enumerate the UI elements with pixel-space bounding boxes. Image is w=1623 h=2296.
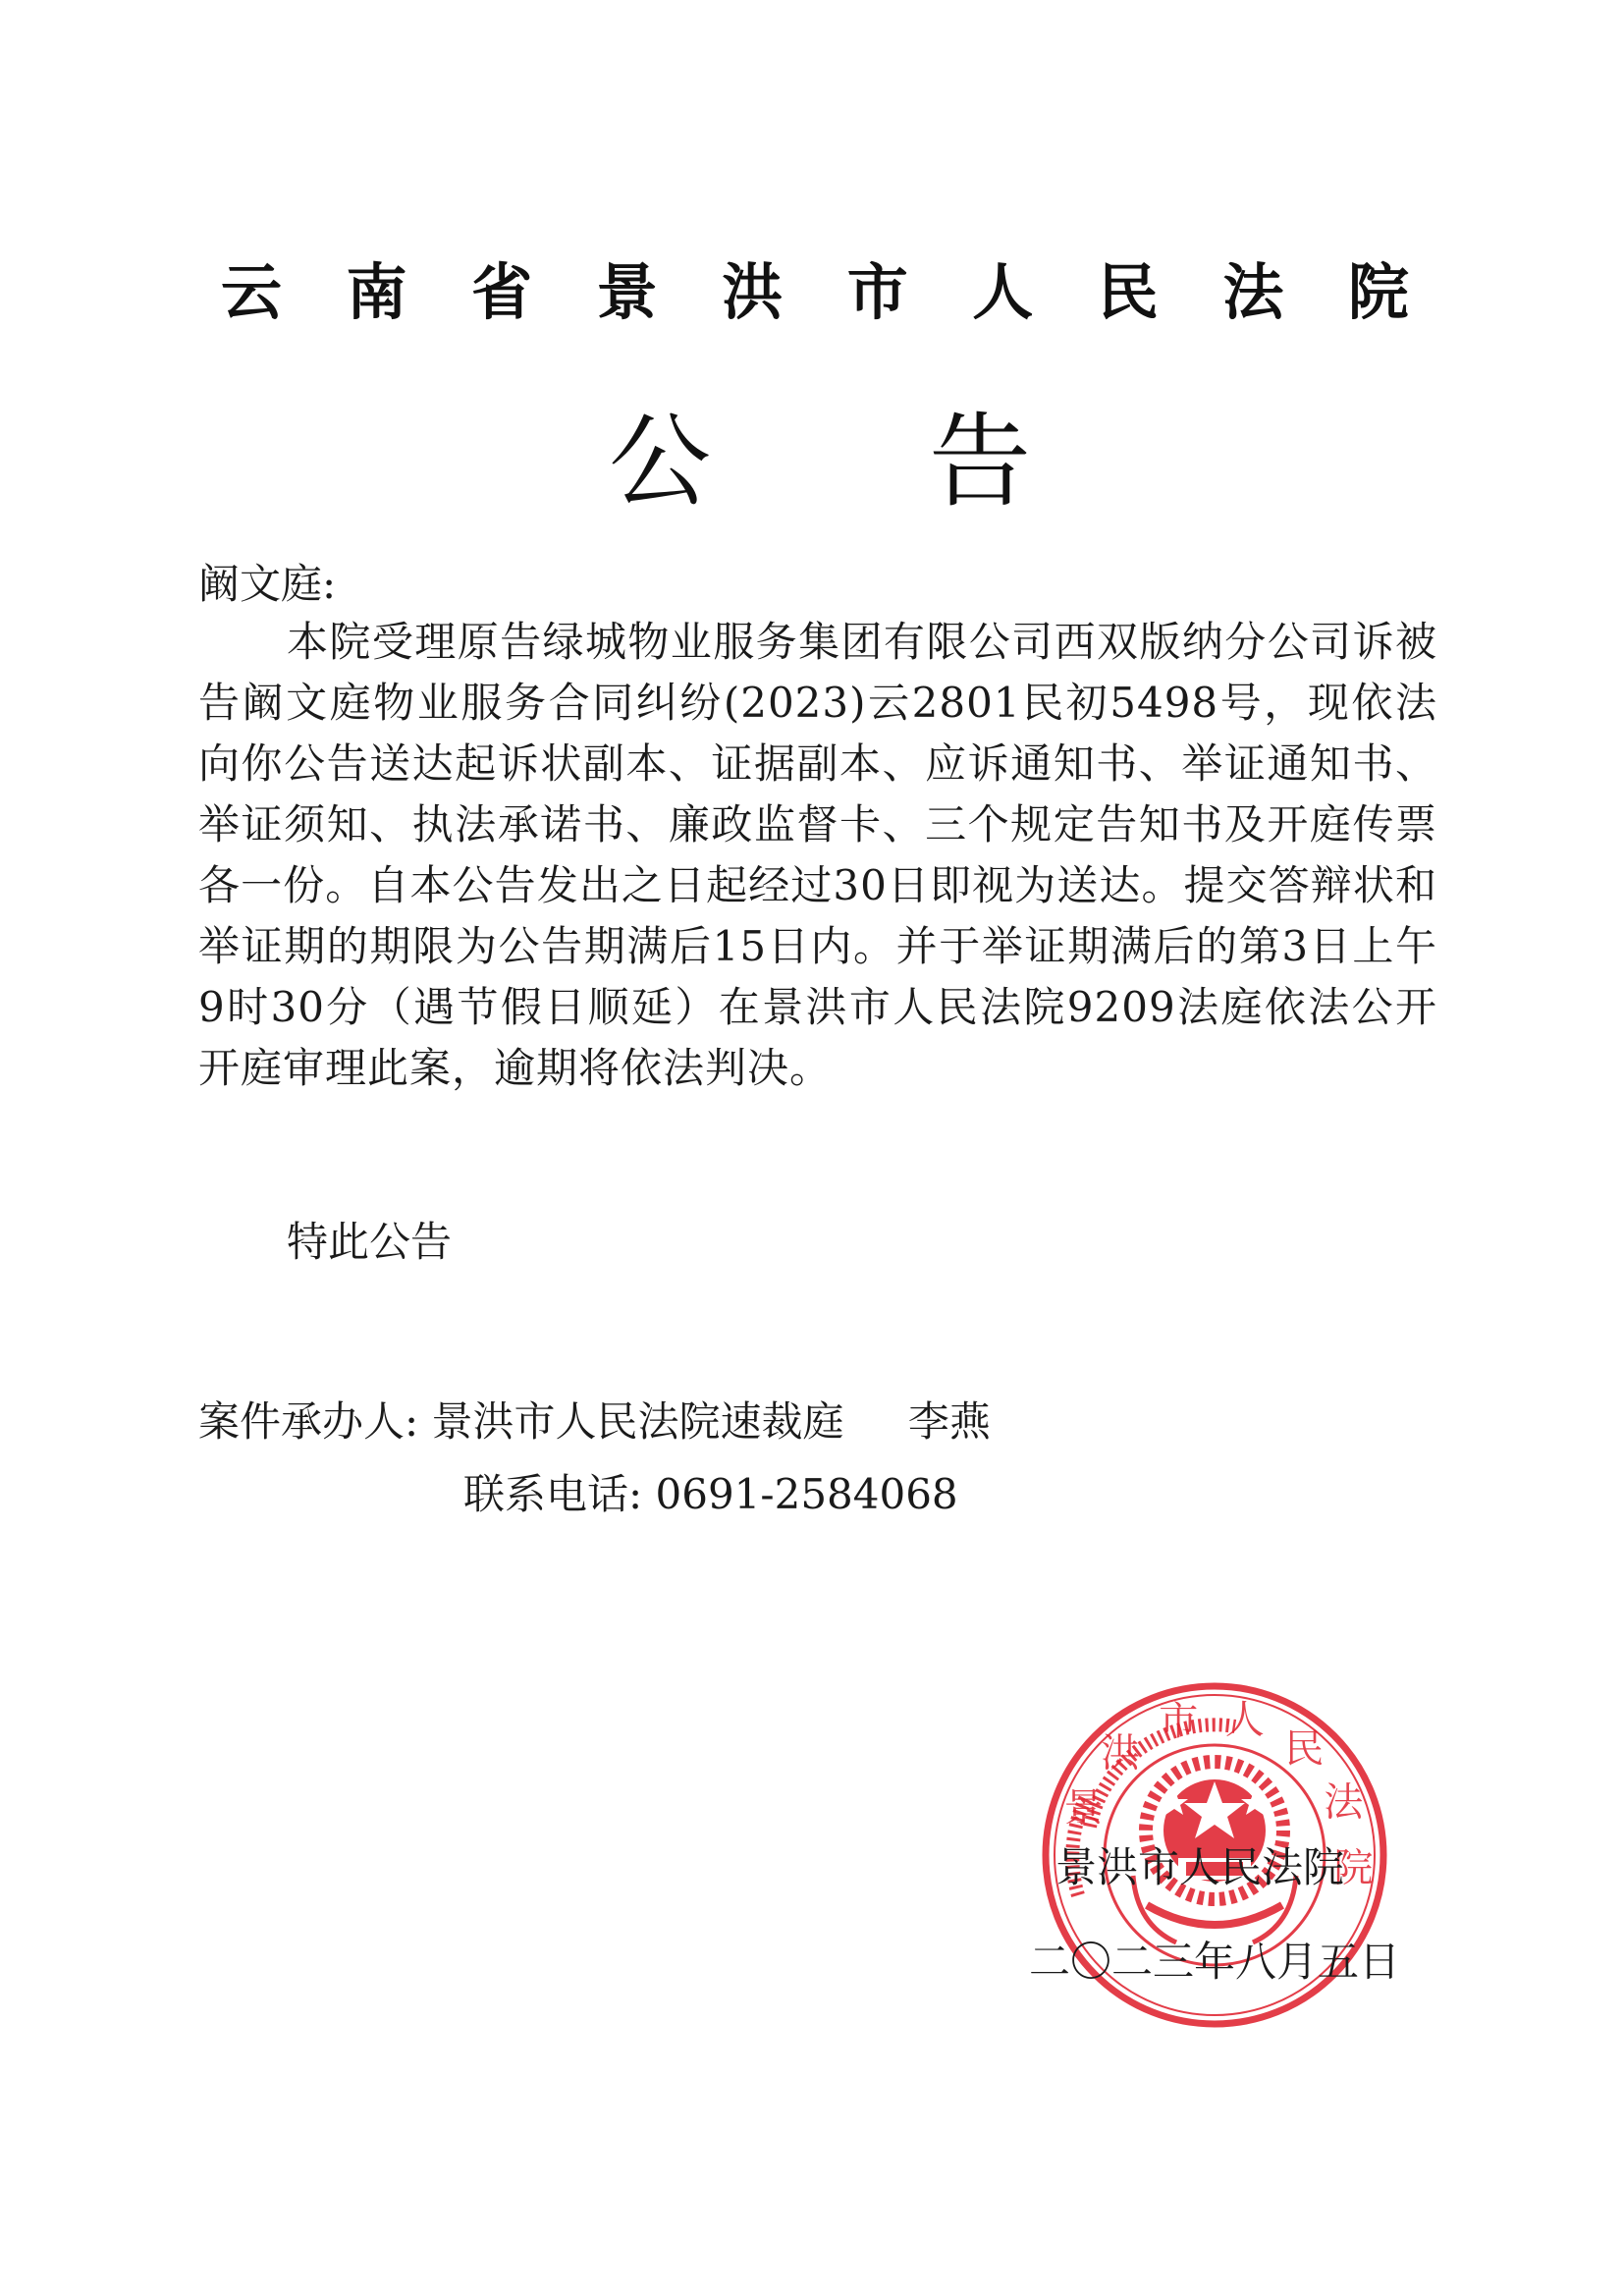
court-name-char: 人 — [972, 256, 1034, 328]
handler-name: 李燕 — [907, 1397, 991, 1446]
signature-date: 二〇二三年八月五日 — [1029, 1938, 1401, 1986]
court-name-char: 法 — [1222, 256, 1284, 328]
title-char: 公 — [609, 402, 712, 521]
court-name-char: 院 — [1347, 256, 1409, 328]
svg-text:景洪市人民法院: 景洪市 人民法院 — [1063, 1697, 1374, 1891]
addressee: 阚文庭: — [198, 560, 337, 608]
court-name-heading — [221, 250, 1409, 335]
court-name-char: 云 — [221, 256, 283, 328]
title-char: 告 — [928, 402, 1031, 521]
court-name-char: 省 — [471, 256, 533, 328]
notice-body: 本院受理原告绿城物业服务集团有限公司西双版纳分公司诉被告阚文庭物业服务合同纠纷(2023)云2801民初5498号，现依法向你公告送达起诉状副本、证据副本、应诉通知书、举证通知书、举证须知、执法承诺书、廉政监督卡、三个规定告知书及开庭传票各一份。自本公告发出之日起经过30日即视为送达。提交答辩状和举证期的期限为公告期满后15日内。并于举证期满后的第3日上午9时30分（遇节假日顺延）在景洪市人民法院9209法庭依法公开开庭审理此案，逾期将依法判决。 — [198, 618, 1437, 1092]
court-name-char: 南 — [346, 256, 407, 328]
court-name-char: 市 — [846, 256, 908, 328]
contact-phone — [463, 1465, 958, 1524]
court-name-char: 民 — [1097, 256, 1159, 328]
handler-department: 景洪市人民法院速裁庭 — [431, 1397, 844, 1446]
document-title — [609, 403, 1031, 520]
phone-number: 0691-2584068 — [655, 1470, 958, 1518]
court-name-char: 洪 — [722, 256, 784, 328]
case-handler — [198, 1393, 991, 1451]
phone-label: 联系电话: — [463, 1470, 643, 1518]
signature-court: 景洪市人民法院 — [1055, 1843, 1345, 1891]
handler-label: 案件承办人: — [198, 1397, 419, 1446]
closing-phrase: 特此公告 — [287, 1218, 453, 1266]
court-name-char: 景 — [596, 256, 658, 328]
